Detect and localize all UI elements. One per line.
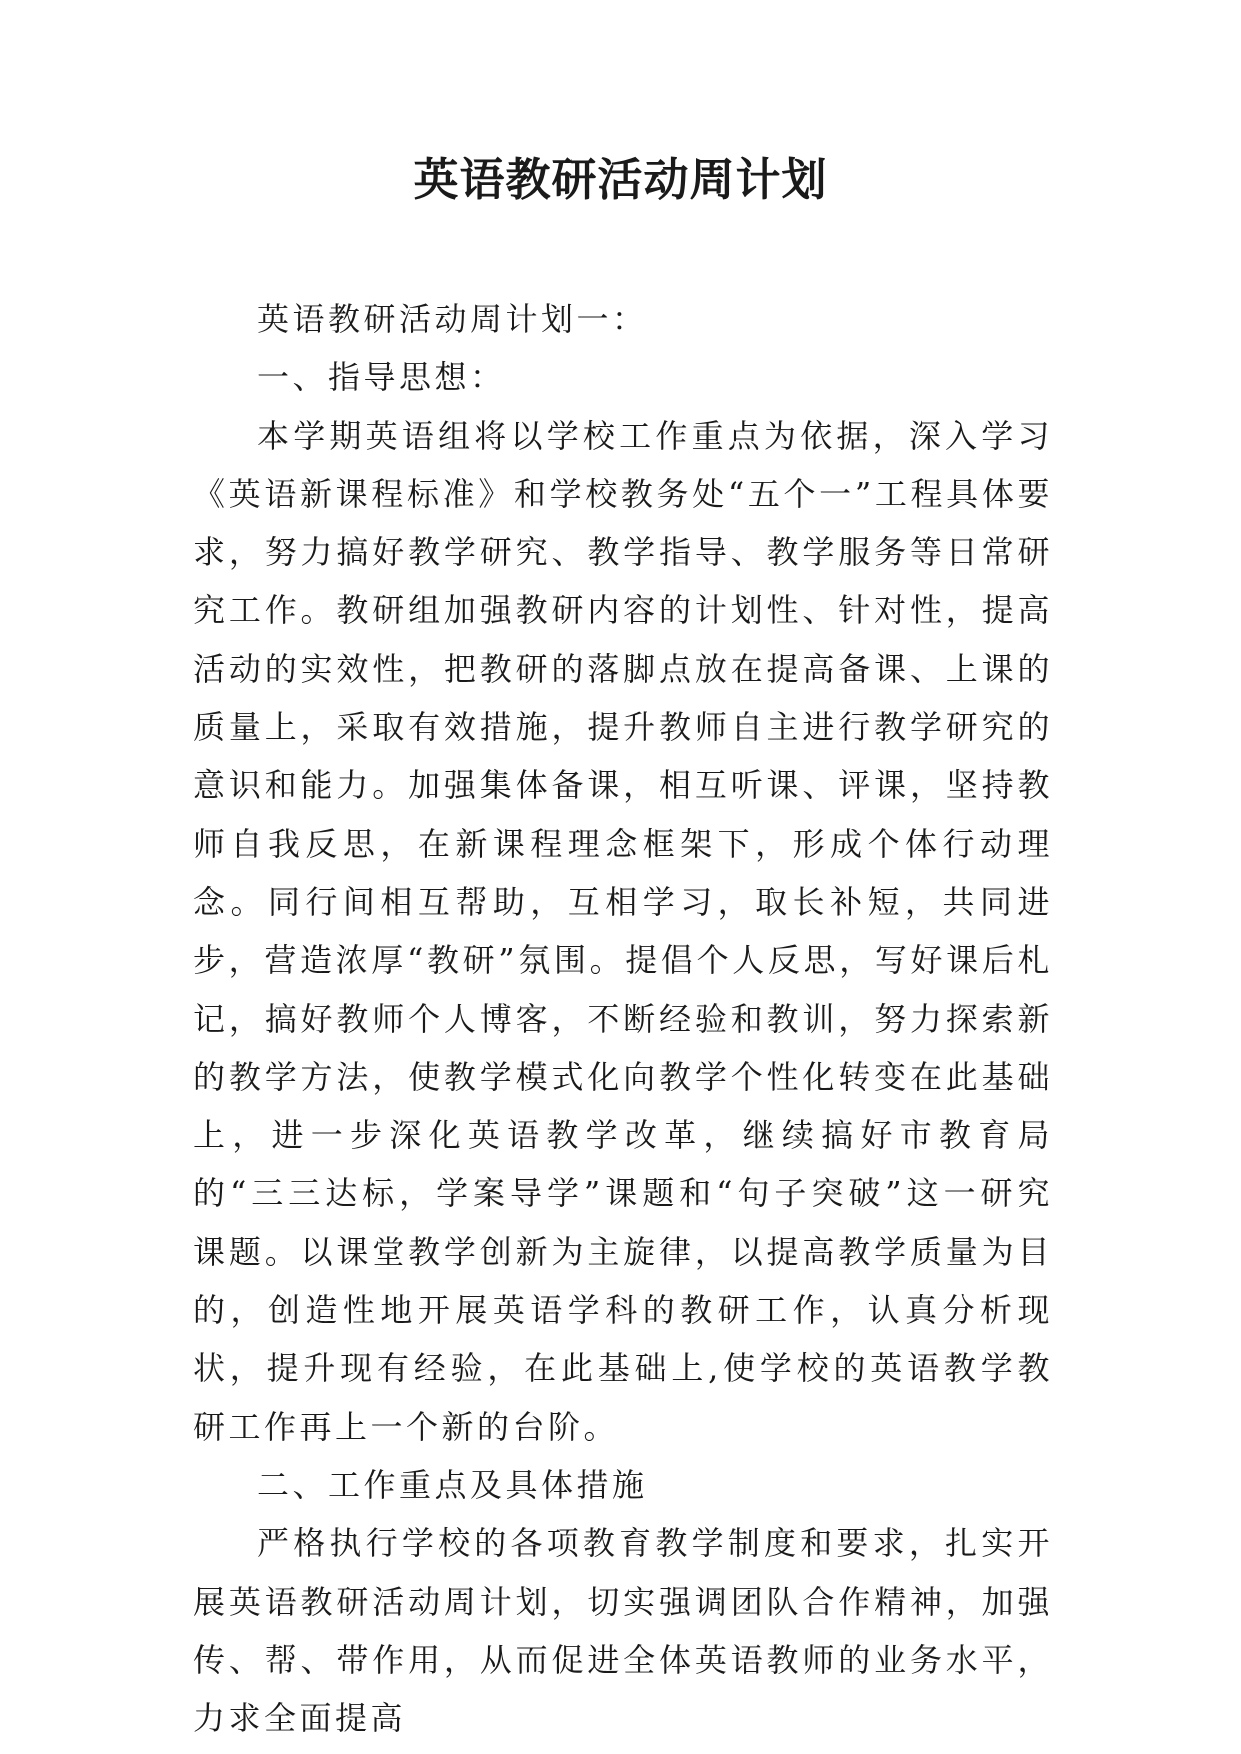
paragraph-section-1-heading: 一、指导思想： xyxy=(257,358,506,397)
paragraph-guiding-thought: 本学期英语组将以学校工作重点为依据，深入学习《英语新课程标准》和学校教务处“五个一”工程具体要求，努力搞好教学研究、教学指导、教学服务等日常研究工作。教研组加强教研内容的计划性、针对性，提高活动的实效性，把教研的落脚点放在提高备课、上课的质量上，采取有效措施，提升教师自主进行教学研究的意识和能力。加强集体备课，相互听课、评课，坚持教师自我反思，在新课程理念框架下，形成个体行动理念。同行间相互帮助，互相学习，取长补短，共同进步，营造浓厚“教研”氛围。提倡个人反思，写好课后札记，搞好教师个人博客，不断经验和教训，努力探索新的教学方法，使教学模式化向教学个性化转变在此基础上，进一步深化英语教学改革，继续搞好市教育局的“三三达标，学案导学”课题和“句子突破”这一研究课题。以课堂教学创新为主旋律，以提高教学质量为目的，创造性地开展英语学科的教研工作，认真分析现状，提升现有经验，在此基础上,使学校的英语教学教研工作再上一个新的台阶。 xyxy=(193,416,1053,1446)
paragraph-work-focus: 严格执行学校的各项教育教学制度和要求，扎实开展英语教研活动周计划，切实强调团队合作精神，加强传、帮、带作用，从而促进全体英语教师的业务水平，力求全面提高 xyxy=(193,1524,1053,1738)
paragraph-section-2-heading: 二、工作重点及具体措施 xyxy=(257,1465,648,1504)
paragraph-plan-heading: 英语教研活动周计划一： xyxy=(257,300,648,338)
document-body xyxy=(193,290,1053,1747)
document-title: 英语教研活动周计划 xyxy=(413,153,828,206)
